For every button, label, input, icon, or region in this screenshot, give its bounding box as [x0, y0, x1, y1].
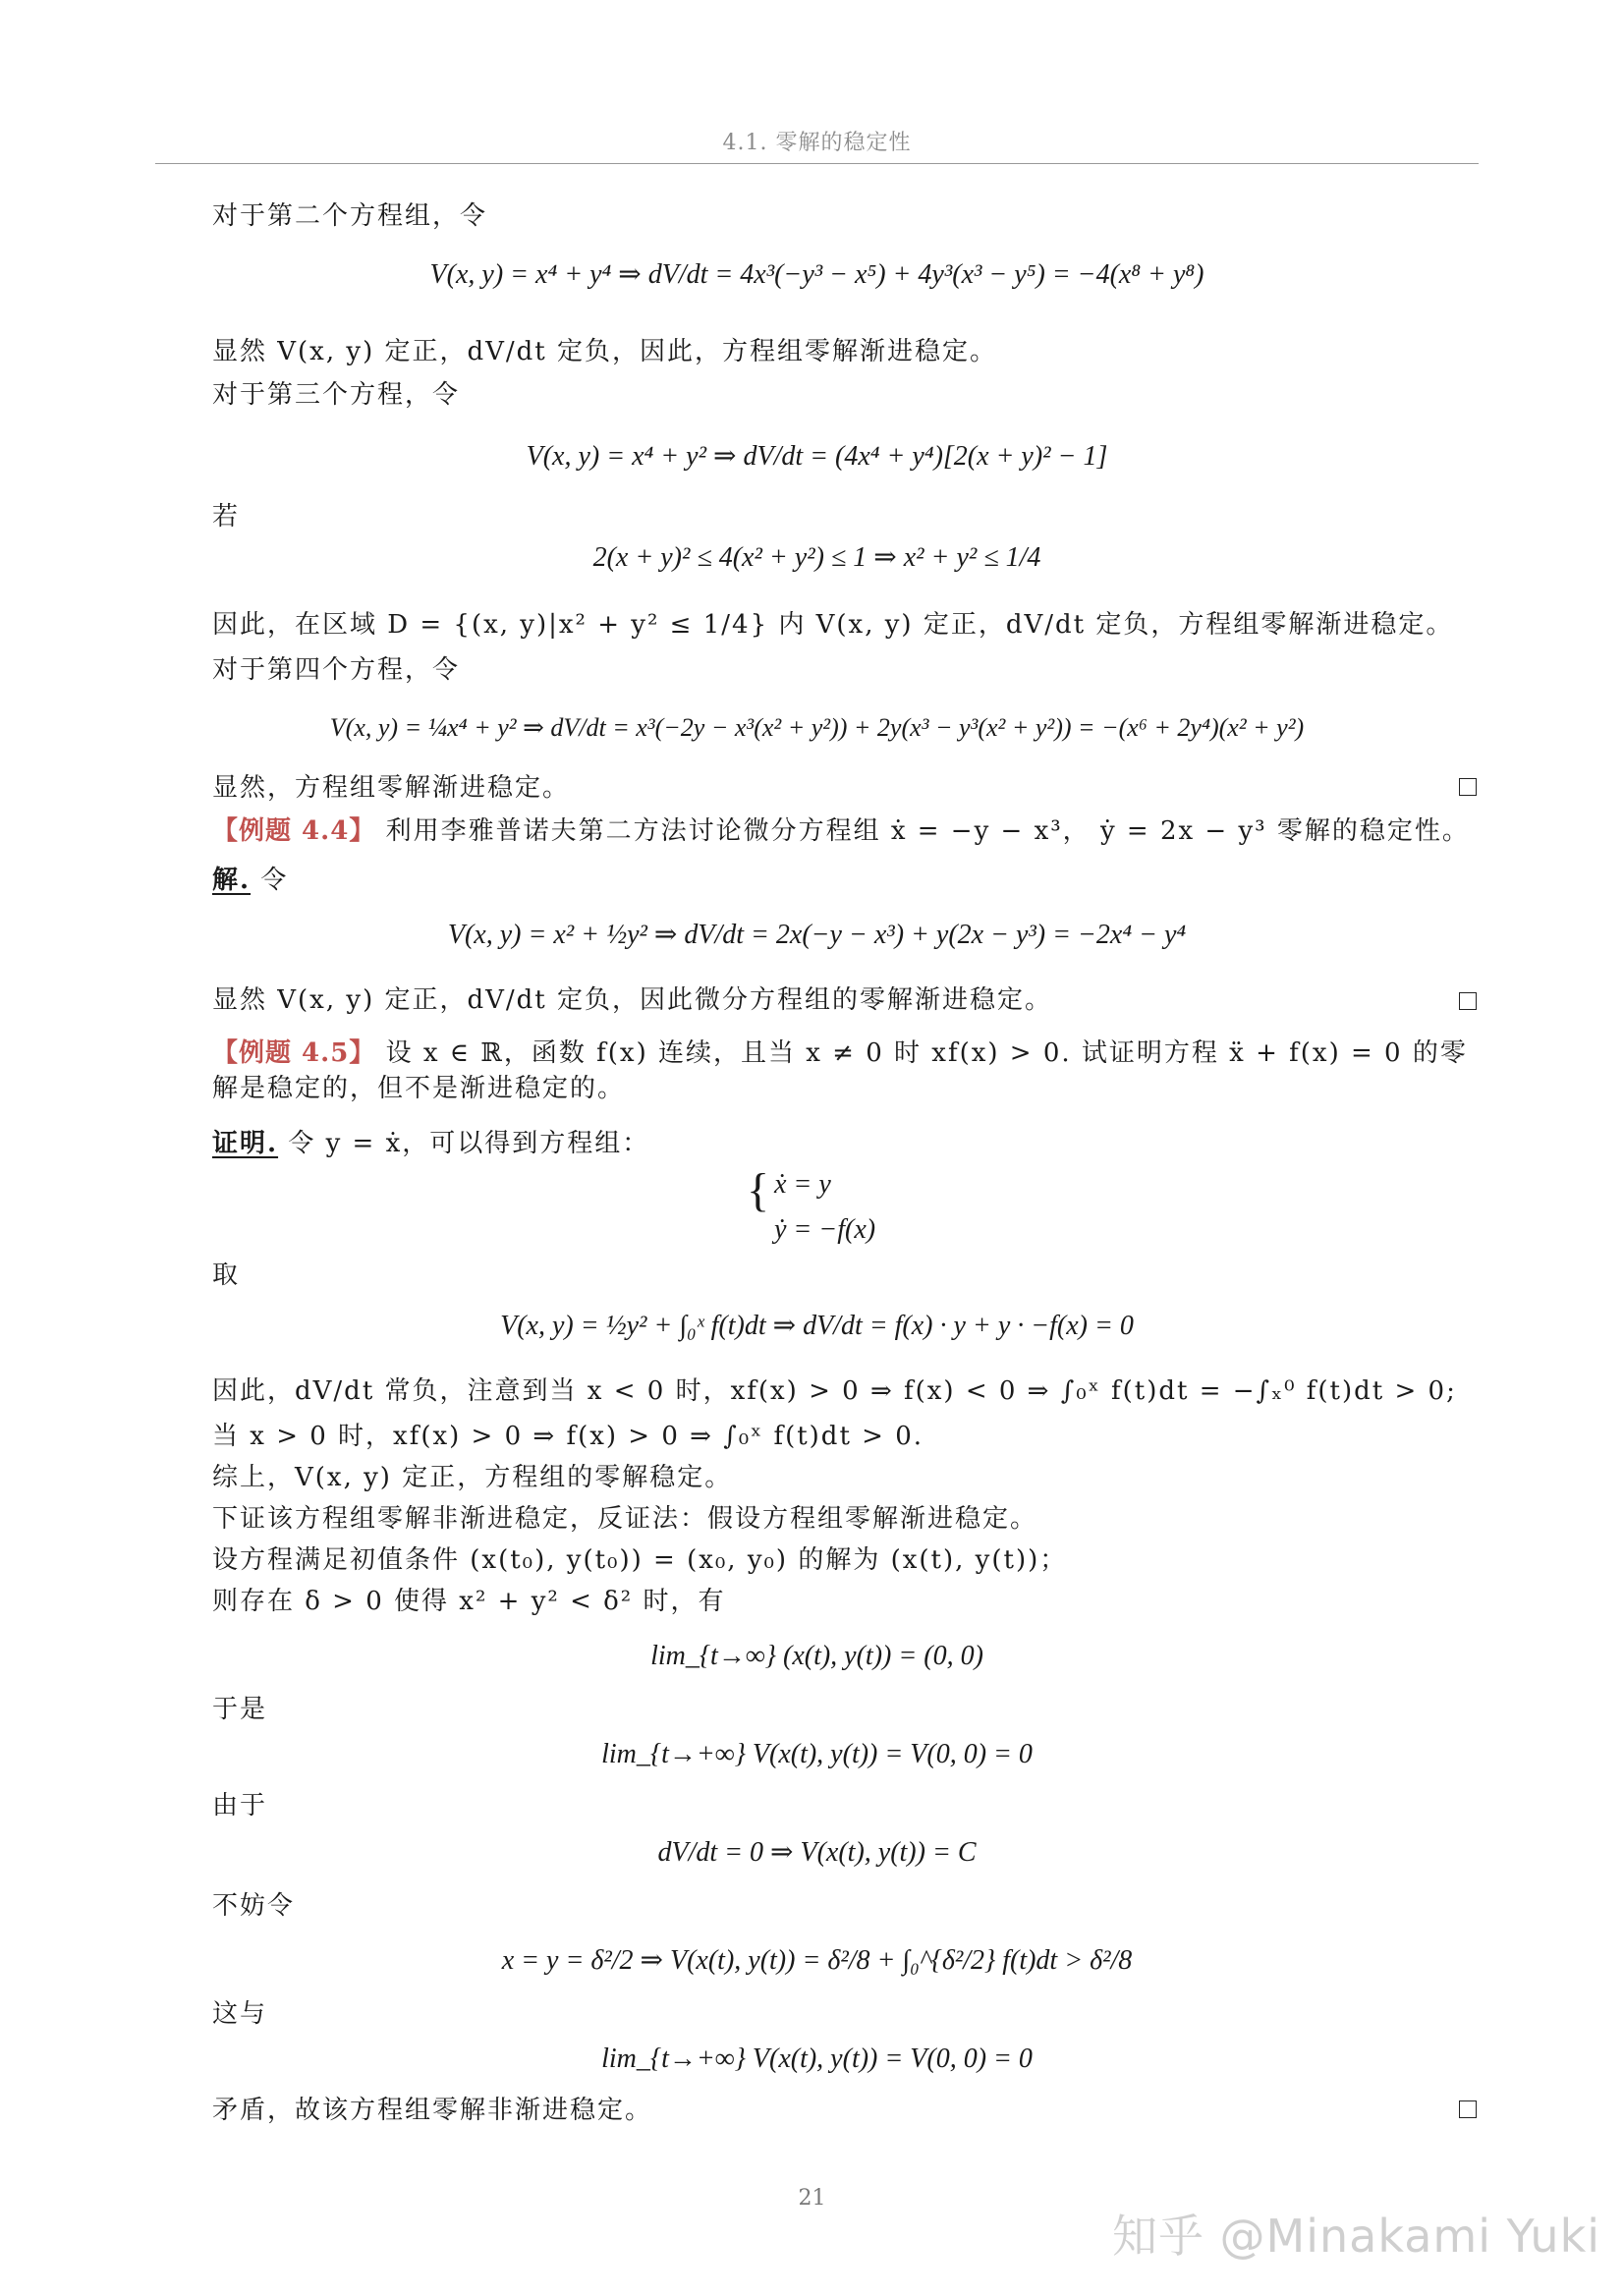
text-line: 设方程满足初值条件 (x(t₀), y(t₀)) = (x₀, y₀) 的解为 (x(t), y(t))；: [212, 1545, 1068, 1575]
equation: lim_{t→+∞} V(x(t), y(t)) = V(0, 0) = 0: [601, 1739, 1033, 1769]
text-line: 取: [212, 1260, 241, 1290]
text-line: 下证该方程组零解非渐进稳定，反证法：假设方程组零解渐进稳定。: [212, 1504, 1038, 1534]
header-rule: [155, 163, 1479, 164]
qed-box: [1459, 992, 1477, 1010]
solution-text: 令: [260, 866, 289, 895]
text-line: 则存在 δ > 0 使得 x² + y² < δ² 时，有: [212, 1587, 726, 1616]
equation: lim_{t→+∞} V(x(t), y(t)) = V(0, 0) = 0: [601, 2044, 1033, 2074]
left-brace: {: [747, 1164, 770, 1216]
text-line: 对于第四个方程，令: [212, 655, 461, 685]
qed-box: [1459, 778, 1477, 796]
text-line: 矛盾，故该方程组零解非渐进稳定。: [212, 2096, 653, 2125]
equation: V(x, y) = ¼x⁴ + y² ⇒ dV/dt = x³(−2y − x³(x² + y²)) + 2y(x³ − y³(x² + y²)) = −(x⁶ + 2y⁴)(x² + y²): [329, 713, 1305, 742]
text-line: 对于第三个方程，令: [212, 380, 461, 410]
example-text: 设 x ∈ ℝ，函数 f(x) 连续，且当 x ≠ 0 时 xf(x) > 0. 试证明方程 ẍ + f(x) = 0 的零解是稳定的，但不是渐进稳定的。: [212, 1038, 1468, 1103]
text-line: 由于: [212, 1791, 268, 1820]
system-equation: ẏ = −f(x): [774, 1214, 876, 1245]
proof-line: [212, 1126, 1479, 1161]
example-label: 【例题 4.4】: [212, 816, 376, 846]
example-4-4: [212, 813, 1479, 849]
text-line: 这与: [212, 1999, 268, 2029]
text-line: 不妨令: [212, 1891, 296, 1921]
solution-label: 解.: [212, 866, 252, 895]
equation: 2(x + y)² ≤ 4(x² + y²) ≤ 1 ⇒ x² + y² ≤ 1/4: [592, 542, 1041, 573]
equation: dV/dt = 0 ⇒ V(x(t), y(t)) = C: [657, 1837, 977, 1868]
text-line: 综上，V(x, y) 定正，方程组的零解稳定。: [212, 1463, 733, 1492]
example-label: 【例题 4.5】: [212, 1038, 376, 1068]
system-equation: ẋ = y: [774, 1169, 831, 1200]
equation: V(x, y) = ½y² + ∫₀ˣ f(t)dt ⇒ dV/dt = f(x) · y + y · −f(x) = 0: [500, 1311, 1134, 1341]
text-line: 当 x > 0 时，xf(x) > 0 ⇒ f(x) > 0 ⇒ ∫₀ˣ f(t)dt > 0.: [212, 1422, 924, 1451]
proof-text: 令 y = ẋ，可以得到方程组：: [288, 1129, 650, 1158]
equation: x = y = δ²/2 ⇒ V(x(t), y(t)) = δ²/8 + ∫₀^{δ²/2} f(t)dt > δ²/8: [501, 1945, 1133, 1976]
running-header: 4.1. 零解的稳定性: [722, 131, 912, 155]
text-line: 对于第二个方程组，令: [212, 201, 488, 231]
equation: V(x, y) = x⁴ + y² ⇒ dV/dt = (4x⁴ + y⁴)[2(x + y)² − 1]: [526, 441, 1108, 472]
text-line: 因此，在区域 D = {(x, y)|x² + y² ≤ 1/4} 内 V(x, y) 定正，dV/dt 定负，方程组零解渐进稳定。: [212, 610, 1454, 640]
text-line: 显然，方程组零解渐进稳定。: [212, 773, 571, 803]
text-line: 显然 V(x, y) 定正，dV/dt 定负，因此，方程组零解渐进稳定。: [212, 337, 998, 366]
example-text: 利用李雅普诺夫第二方法讨论微分方程组 ẋ = −y − x³， ẏ = 2x − y³ 零解的稳定性。: [385, 816, 1470, 846]
watermark: 知乎 @Minakami Yuki: [1111, 2210, 1600, 2263]
text-line: 于是: [212, 1695, 268, 1724]
solution-line: [212, 863, 1479, 898]
equation: V(x, y) = x⁴ + y⁴ ⇒ dV/dt = 4x³(−y³ − x⁵) + 4y³(x³ − y⁵) = −4(x⁸ + y⁸): [429, 259, 1204, 290]
text-line: 因此，dV/dt 常负，注意到当 x < 0 时，xf(x) > 0 ⇒ f(x) < 0 ⇒ ∫₀ˣ f(t)dt = −∫ₓ⁰ f(t)dt > 0;: [212, 1376, 1457, 1406]
page-number: 21: [798, 2186, 826, 2211]
equation: V(x, y) = x² + ½y² ⇒ dV/dt = 2x(−y − x³) + y(2x − y³) = −2x⁴ − y⁴: [447, 920, 1187, 950]
qed-box: [1459, 2100, 1477, 2118]
equation: lim_{t→∞} (x(t), y(t)) = (0, 0): [650, 1641, 983, 1671]
example-4-5: [212, 1036, 1480, 1106]
proof-label: 证明.: [212, 1129, 279, 1158]
text-line: 若: [212, 502, 241, 532]
text-line: 显然 V(x, y) 定正，dV/dt 定负，因此微分方程组的零解渐进稳定。: [212, 985, 1053, 1015]
